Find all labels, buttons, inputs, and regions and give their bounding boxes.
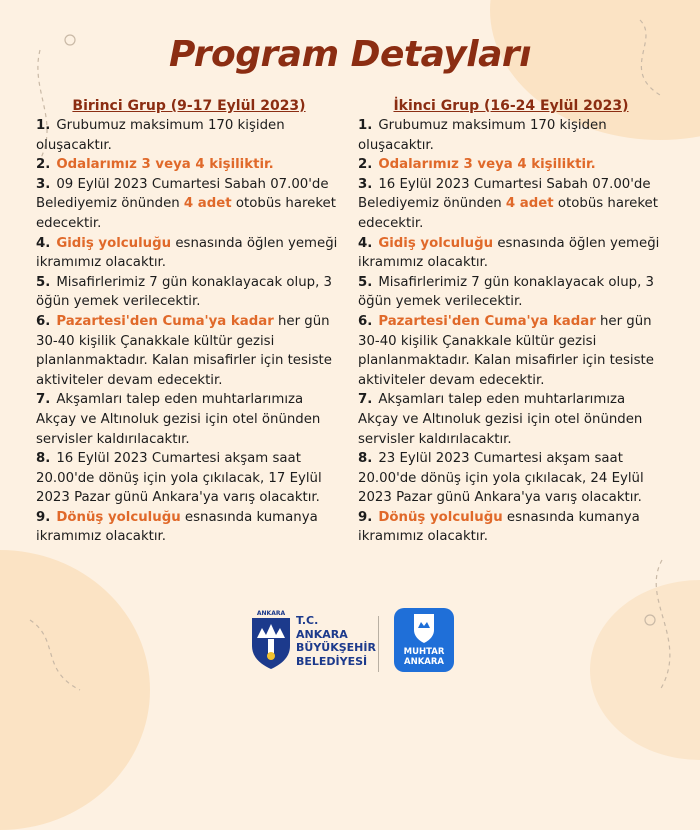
- item-number: 7.: [358, 392, 373, 408]
- program-item: [36, 116, 342, 155]
- item-text: Misafirlerimiz 7 gün konaklayacak olup, 3 öğün yemek verilecektir.: [358, 274, 654, 310]
- page-title: Program Detayları: [168, 34, 531, 75]
- muhtar-ankara-app-badge: [394, 608, 454, 672]
- muhtar-ankara-logo-icon: [394, 608, 454, 648]
- item-number: 1.: [36, 118, 51, 133]
- ankara-municipality-emblem-icon: [248, 608, 294, 670]
- program-item: [358, 175, 664, 234]
- item-text: Akşamları talep eden muhtarlarımıza Akçay ve Altınoluk gezisi için otel önünden servisler kaldırılacaktır.: [358, 392, 643, 447]
- item-highlight: Dönüş yolculuğu: [56, 509, 181, 525]
- program-item: [36, 155, 342, 175]
- item-number: 6.: [358, 313, 373, 329]
- item-highlight: Odalarımız 3 veya 4 kişiliktir.: [378, 157, 596, 173]
- item-number: 5.: [36, 274, 51, 290]
- program-item: [358, 312, 664, 390]
- item-text: esnasında kumanya ikramımız olacaktır.: [36, 509, 318, 545]
- item-highlight: Pazartesi'den Cuma'ya kadar: [378, 313, 596, 329]
- group-heading: Birinci Grup (9-17 Eylül 2023): [72, 98, 306, 114]
- item-highlight: Gidiş yolculuğu: [56, 235, 172, 251]
- footer-logos: [0, 606, 700, 686]
- item-highlight: Dönüş yolculuğu: [378, 509, 503, 525]
- item-number: 4.: [358, 235, 373, 251]
- municipality-name-line: ANKARA: [296, 627, 348, 641]
- item-text: esnasında öğlen yemeği ikramımız olacaktır.: [358, 235, 660, 271]
- item-number: 2.: [358, 157, 373, 173]
- item-highlight: Pazartesi'den Cuma'ya kadar: [56, 313, 274, 329]
- item-text: 09 Eylül 2023 Cumartesi Sabah 07.00'de Belediyemiz önünden: [36, 176, 329, 212]
- item-text: Grubumuz maksimum 170 kişiden oluşacaktır.: [36, 118, 285, 153]
- program-item: [358, 116, 664, 155]
- item-number: 8.: [358, 451, 373, 467]
- item-highlight: 4 adet: [183, 196, 232, 212]
- municipality-name: [296, 614, 376, 668]
- program-item: [36, 175, 342, 234]
- item-number: 3.: [358, 176, 373, 192]
- item-text: 16 Eylül 2023 Cumartesi Sabah 07.00'de Belediyemiz önünden: [358, 176, 651, 212]
- municipality-name-line: BELEDİYESİ: [296, 654, 368, 668]
- group-column-first: [36, 98, 342, 547]
- municipality-name-line: T.C.: [296, 614, 319, 627]
- item-text: 23 Eylül 2023 Cumartesi akşam saat 20.00'de dönüş için yola çıkılacak, 24 Eylül 2023 Pazar günü Ankara'ya varış olacaktır.: [358, 451, 644, 506]
- item-number: 3.: [36, 176, 51, 192]
- program-item: [36, 508, 342, 547]
- app-badge-label: [394, 647, 454, 667]
- item-text: Akşamları talep eden muhtarlarımıza Akçay ve Altınoluk gezisi için otel önünden servisler kaldırılacaktır.: [36, 392, 321, 447]
- program-item: [358, 155, 664, 175]
- program-item: [358, 449, 664, 508]
- item-text: Misafirlerimiz 7 gün konaklayacak olup, 3 öğün yemek verilecektir.: [36, 274, 332, 310]
- program-item: [358, 273, 664, 312]
- item-number: 9.: [36, 509, 51, 525]
- item-text: her gün 30-40 kişilik Çanakkale kültür gezisi planlanmaktadır. Kalan misafirler için tesiste aktiviteler devam edecektir.: [36, 313, 332, 388]
- item-text: otobüs hareket edecektir.: [36, 196, 336, 231]
- item-number: 1.: [358, 118, 373, 133]
- group-column-second: [358, 98, 664, 547]
- program-item: [358, 390, 664, 449]
- item-text: otobüs hareket edecektir.: [358, 196, 658, 231]
- app-badge-line: MUHTAR: [403, 647, 445, 657]
- group-heading: İkinci Grup (16-24 Eylül 2023): [393, 98, 629, 114]
- item-text: her gün 30-40 kişilik Çanakkale kültür gezisi planlanmaktadır. Kalan misafirler için tesiste aktiviteler devam edecektir.: [358, 313, 654, 388]
- item-number: 5.: [358, 274, 373, 290]
- municipality-name-line: BÜYÜKŞEHİR: [296, 641, 376, 654]
- program-item: [36, 273, 342, 312]
- program-item-list: [358, 116, 664, 547]
- footer-divider: [378, 616, 379, 672]
- item-text: esnasında kumanya ikramımız olacaktır.: [358, 509, 640, 545]
- program-item: [36, 449, 342, 508]
- item-highlight: 4 adet: [505, 196, 554, 212]
- program-item: [36, 390, 342, 449]
- program-item: [36, 312, 342, 390]
- item-text: esnasında öğlen yemeği ikramımız olacaktır.: [36, 235, 338, 271]
- item-number: 2.: [36, 157, 51, 173]
- program-item: [358, 508, 664, 547]
- item-number: 6.: [36, 313, 51, 329]
- item-number: 8.: [36, 451, 51, 467]
- item-text: 16 Eylül 2023 Cumartesi akşam saat 20.00'de dönüş için yola çıkılacak, 17 Eylül 2023 Pazar günü Ankara'ya varış olacaktır.: [36, 451, 322, 506]
- item-highlight: Gidiş yolculuğu: [378, 235, 494, 251]
- item-highlight: Odalarımız 3 veya 4 kişiliktir.: [56, 157, 274, 173]
- item-text: Grubumuz maksimum 170 kişiden oluşacaktır.: [358, 118, 607, 153]
- program-item-list: [36, 116, 342, 547]
- item-number: 4.: [36, 235, 51, 251]
- item-number: 9.: [358, 509, 373, 525]
- program-item: [358, 234, 664, 273]
- app-badge-line: ANKARA: [404, 657, 444, 667]
- item-number: 7.: [36, 392, 51, 408]
- emblem-label: ANKARA: [256, 610, 286, 617]
- program-item: [36, 234, 342, 273]
